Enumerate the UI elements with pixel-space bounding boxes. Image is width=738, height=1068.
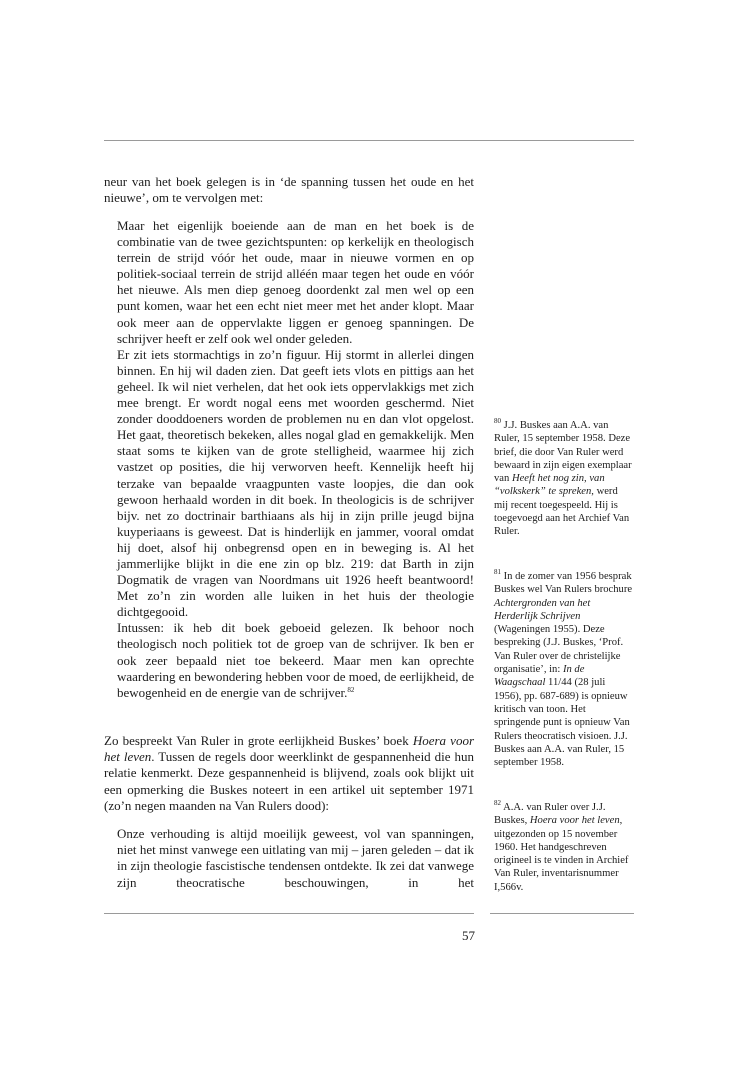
body2-text-b: . Tussen de regels door weerklinkt de gespannenheid die hun relatie kenmerkt. Deze gespannenheid is blijvend, zoals ook blijkt uit een opmerking die Buskes noteert in een artikel uit september 1971 (zo’n negen maanden na Van Rulers dood): [104,749,474,813]
footer-rule-main [104,913,474,914]
quote1-paragraph-2: Er zit iets stormachtigs in zo’n figuur. Hij stormt in allerlei dingen binnen. En hij wil daden zien. Dat geeft iets vlots en pittigs aan het geheel. Ik wil niet verhelen, dat het ook iets oppervlakkigs met zich mee brengt. Er wordt nogal eens met woorden geschermd. Niet zonder dooddoeners worden de problemen nu en dan vlot opgelost. Het gaat, theoretisch bekeken, alles nogal glad en gemakkelijk. Men staat soms te kijken van de grote stelligheid, waarmee hij zich vastzet op posities, die hij verworven heeft. Kennelijk heeft hij terzake van bepaalde vraagpunten vaste loopjes, die dan ook gewoon herhaald worden in dit boek. In theologicis is de schrijver bijv. net zo doctrinair barthiaans als hij in zijn prille jeugd bijna kuyperiaans is geweest. Dat is hinderlijk en jammer, vooral omdat hij doet, alsof hij onbegrensd open en in beweging is. Al het jammerlijke blijkt in die ene zin op blz. 219: dat Barth in zijn Dogmatik de vragen van Noordmans uit 1926 heeft beantwoord! Met zo’n zin worden alle luiken in het huis der theologie dichtgegooid. [117,346,474,620]
footer-rule-margin [490,913,634,914]
page-number: 57 [462,928,475,943]
footnote-82-number: 82 [494,799,501,807]
footnote-82 [494,801,634,894]
block-quote-2 [117,826,474,891]
footnote-82-text-b: , uitgezonden op 15 november 1960. Het handgeschreven origineel is te vinden in Archief Van Ruler, inventarisnummer I,566v. [494,815,629,893]
quote1-paragraph-3-text: Intussen: ik heb dit boek geboeid gelezen. Ik behoor noch theologisch noch politiek tot de groep van de schrijver. Ik ben er ook zeer bepaald niet toe bekeerd. Maar men kan oprechte waardering en bewondering hebben voor de moed, de eerlijkheid, de bewogenheid en de energie van de schrijver. [117,620,475,700]
intro-text: neur van het boek gelegen is in ‘de spanning tussen het oude en het nieuwe’, om te vervolgen met: [104,174,474,206]
header-rule [104,140,634,141]
footnote-82-text-a: A.A. van Ruler over J.J. Buskes, [494,802,606,827]
book-title: Hoera voor het leven [104,733,475,765]
quote2-text: Onze verhouding is altijd moeilijk geweest, vol van spanningen, niet het minst vanwege een uitlating van mij – jaren geleden – dat ik in zijn theologie fascistische tendensen ontdekte. Ik zei dat vanwege zijn theocratische beschouwingen, in het [117,826,474,890]
footnote-82-title: Hoera voor het leven [529,815,620,827]
intro-paragraph [104,174,474,206]
footnote-81-journal: In de Waagschaal [494,664,585,689]
footnote-81-text-a: In de zomer van 1956 besprak Buskes wel Van Rulers brochure [494,571,633,596]
footnote-81-number: 81 [494,568,501,576]
body2-text-a: Zo bespreekt Van Ruler in grote eerlijkheid Buskes’ boek [104,733,413,748]
footnote-80-number: 80 [494,417,501,425]
quote1-paragraph-1: Maar het eigenlijk boeiende aan de man en het boek is de combinatie van de twee gezichtspunten: op kerkelijk en theologisch terrein de strijd vóór het oude, maar in nieuwe vormen en op politiek-sociaal terrein de strijd alléén maar tegen het oude en vóór het nieuwe. Als men diep genoeg doordenkt zal men wel op een punt komen, waar het een echt niet meer met het ander klopt. Maar ook meer aan de oppervlakte liggen er genoeg spanningen. De schrijver heeft er zelf ook wel onder geleden. [117,218,474,346]
footnote-81 [494,570,634,769]
block-quote-1 [117,218,474,701]
footnote-81-text-c: 11/44 (28 juli 1956), pp. 687-689) is opnieuw kritisch van toon. Het springende punt is opnieuw Van Rulers theocratisch visioen. J.J. Buskes aan A.A. van Ruler, 15 september 1958. [494,677,630,769]
footnote-81-text-b: (Wageningen 1955). Deze bespreking (J.J. Buskes, ‘Prof. Van Ruler over de christelijke organisatie’, in: [494,624,624,676]
footnote-80-text-a: J.J. Buskes aan A.A. van Ruler, 15 september 1958. Deze brief, die door Van Ruler werd bewaard in zijn eigen exemplaar van [494,420,632,485]
body-paragraph-2 [104,733,474,814]
footnote-80-text-b: , werd mij recent toegespeeld. Hij is toegevoegd aan het Archief Van Ruler. [494,486,630,538]
footnote-80-title: Heeft het nog zin, van “volkskerk” te spreken [494,473,605,498]
quote1-paragraph-3 [117,620,474,700]
footnote-ref-82[interactable]: 82 [347,685,355,694]
footnote-81-title: Achtergronden van het Herderlijk Schrijven [494,597,591,622]
footnote-80 [494,419,634,539]
